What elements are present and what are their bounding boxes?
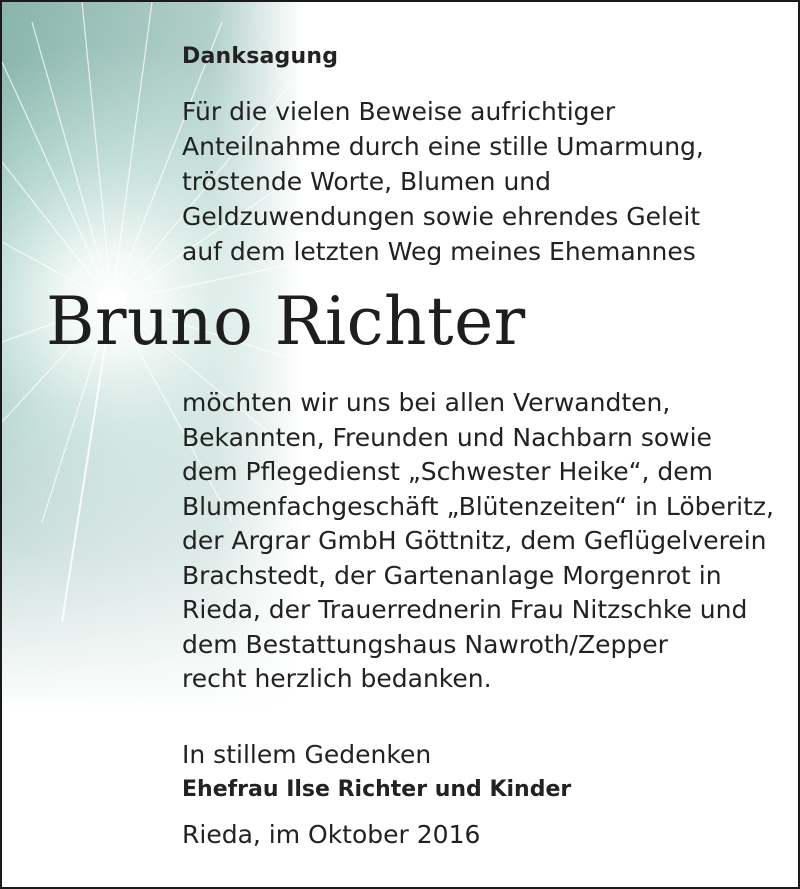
body-line: dem Pflegedienst „Schwester Heike“, dem (182, 457, 714, 486)
intro-paragraph (182, 94, 704, 269)
intro-line: tröstende Worte, Blumen und (182, 167, 552, 196)
body-line: der Argrar GmbH Göttnitz, dem Geflügelverein (182, 526, 767, 555)
thanks-paragraph (182, 386, 774, 697)
intro-line: auf dem letzten Weg meines Ehemannes (182, 237, 696, 266)
notice-heading: Danksagung (182, 44, 339, 69)
intro-line: Anteilnahme durch eine stille Umarmung, (182, 132, 704, 161)
body-line: Blumenfachgeschäft „Blütenzeiten“ in Löberitz, (182, 491, 774, 521)
body-line: recht herzlich bedanken. (182, 664, 492, 693)
body-line: Bekannten, Freunden und Nachbarn sowie (182, 422, 712, 452)
deceased-name: Bruno Richter (46, 283, 526, 360)
closing-place-date: Rieda, im Oktober 2016 (182, 820, 481, 849)
intro-line: Geldzuwendungen sowie ehrendes Geleit (182, 202, 701, 231)
body-line: Brachstedt, der Gartenanlage Morgenrot in (182, 560, 722, 590)
closing-signatory: Ehefrau Ilse Richter und Kinder (182, 777, 572, 802)
body-line: Rieda, der Trauerrednerin Frau Nitzschke und (182, 595, 748, 624)
closing-memory: In stillem Gedenken (182, 740, 432, 769)
intro-line: Für die vielen Beweise aufrichtiger (182, 97, 616, 126)
body-line: dem Bestattungshaus Nawroth/Zepper (182, 629, 668, 659)
body-line: möchten wir uns bei allen Verwandten, (182, 388, 671, 417)
